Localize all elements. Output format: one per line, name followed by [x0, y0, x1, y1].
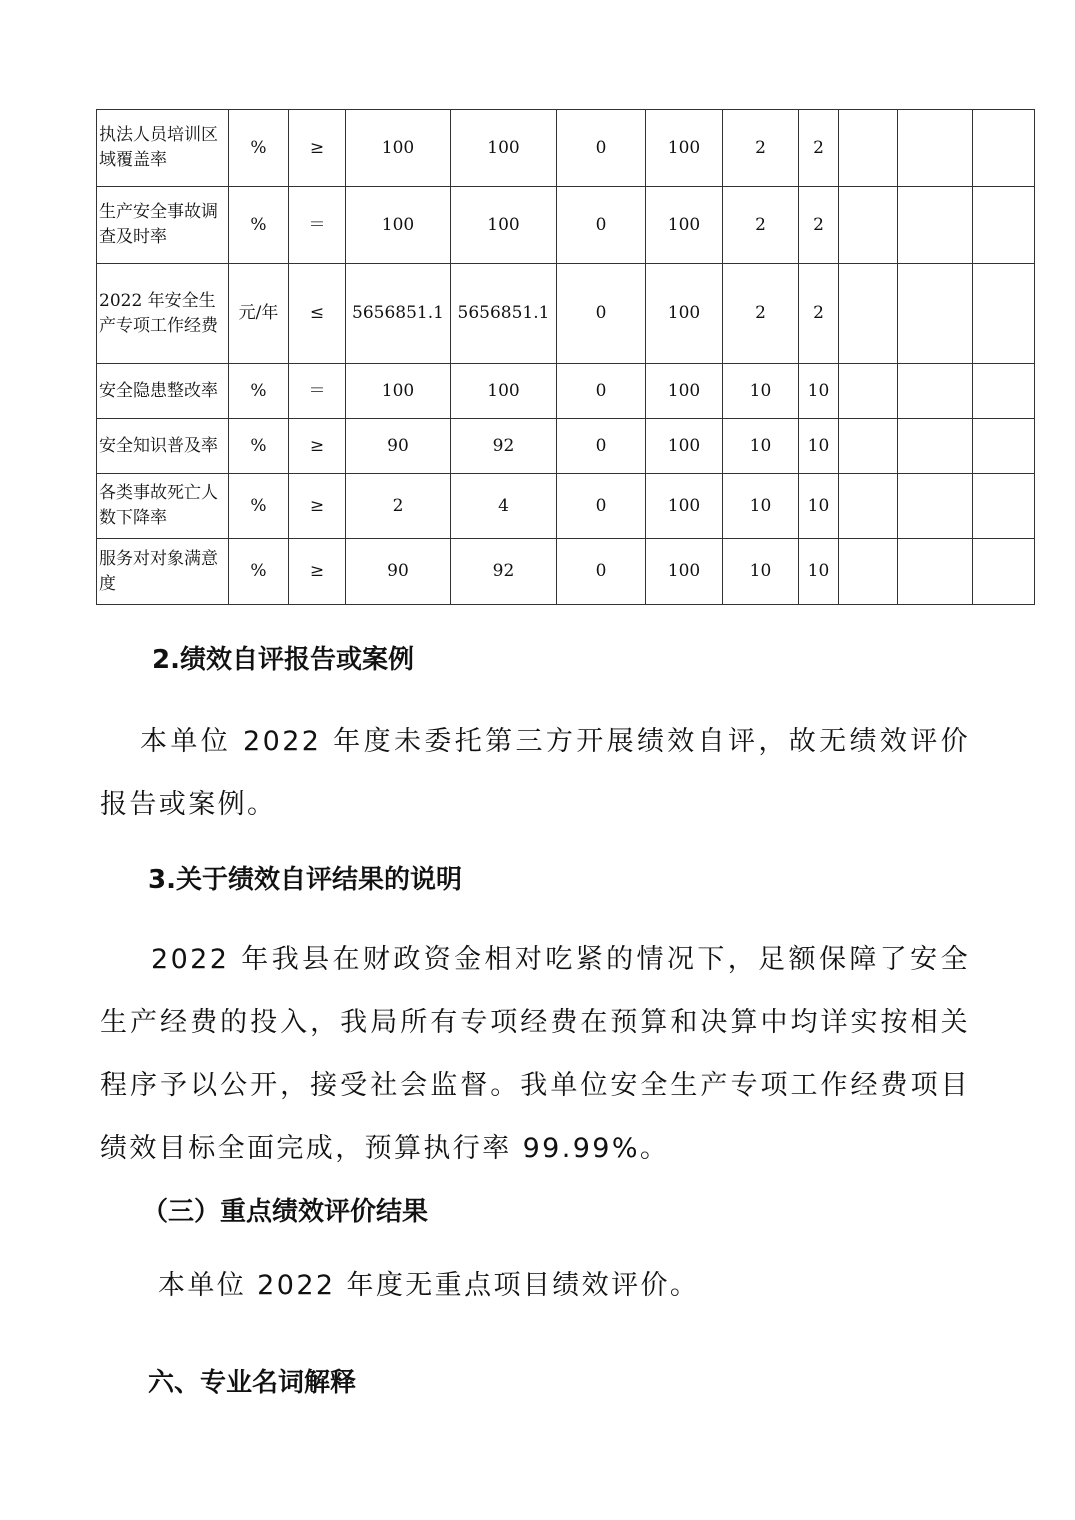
completion-rate-cell: 100 [646, 474, 723, 539]
operator-cell: ＝ [289, 187, 346, 264]
deviation-cell: 0 [557, 187, 646, 264]
operator-cell: ≥ [289, 110, 346, 187]
score-cell: 2 [799, 187, 839, 264]
empty-cell [973, 187, 1035, 264]
indicator-name-cell: 执法人员培训区域覆盖率 [97, 110, 229, 187]
target-value-cell: 2 [346, 474, 451, 539]
indicator-name-cell: 安全隐患整改率 [97, 364, 229, 419]
key-evaluation-heading: （三）重点绩效评价结果 [142, 1197, 429, 1227]
target-value-cell: 90 [346, 419, 451, 474]
section-2-paragraph: 本单位 2022 年度未委托第三方开展绩效自评，故无绩效评价报告或案例。 [100, 726, 970, 820]
empty-cell [973, 539, 1035, 605]
weight-cell: 10 [723, 539, 799, 605]
actual-value-cell: 5656851.1 [451, 264, 557, 364]
actual-value-cell: 100 [451, 364, 557, 419]
operator-cell: ≤ [289, 264, 346, 364]
operator-cell: ≥ [289, 539, 346, 605]
actual-value-cell: 92 [451, 419, 557, 474]
empty-cell [839, 539, 898, 605]
table-row [97, 364, 1035, 419]
section-6-heading: 六、专业名词解释 [148, 1368, 357, 1398]
empty-cell [973, 474, 1035, 539]
empty-cell [898, 539, 973, 605]
table-row [97, 474, 1035, 539]
empty-cell [973, 364, 1035, 419]
score-cell: 10 [799, 364, 839, 419]
actual-value-cell: 92 [451, 539, 557, 605]
weight-cell: 10 [723, 364, 799, 419]
section-3-heading: 3.关于绩效自评结果的说明 [148, 865, 462, 895]
empty-cell [839, 187, 898, 264]
score-cell: 2 [799, 264, 839, 364]
unit-cell: % [229, 187, 289, 264]
indicator-name-cell: 服务对对象满意度 [97, 539, 229, 605]
target-value-cell: 5656851.1 [346, 264, 451, 364]
indicator-name-cell: 2022 年安全生产专项工作经费 [97, 264, 229, 364]
unit-cell: 元/年 [229, 264, 289, 364]
table-row [97, 539, 1035, 605]
indicator-name-cell: 各类事故死亡人数下降率 [97, 474, 229, 539]
empty-cell [898, 110, 973, 187]
actual-value-cell: 100 [451, 187, 557, 264]
completion-rate-cell: 100 [646, 364, 723, 419]
empty-cell [898, 474, 973, 539]
section-3-paragraph: 2022 年我县在财政资金相对吃紧的情况下，足额保障了安全生产经费的投入，我局所有专项经费在预算和决算中均详实按相关程序予以公开，接受社会监督。我单位安全生产专项工作经费项目绩效目标全面完成，预算执行率 99.99%。 [100, 944, 970, 1164]
unit-cell: % [229, 364, 289, 419]
actual-value-cell: 4 [451, 474, 557, 539]
target-value-cell: 100 [346, 110, 451, 187]
unit-cell: % [229, 539, 289, 605]
weight-cell: 2 [723, 264, 799, 364]
completion-rate-cell: 100 [646, 187, 723, 264]
completion-rate-cell: 100 [646, 419, 723, 474]
operator-cell: ≥ [289, 419, 346, 474]
score-cell: 2 [799, 110, 839, 187]
unit-cell: % [229, 419, 289, 474]
deviation-cell: 0 [557, 110, 646, 187]
completion-rate-cell: 100 [646, 539, 723, 605]
weight-cell: 2 [723, 110, 799, 187]
score-cell: 10 [799, 474, 839, 539]
score-cell: 10 [799, 539, 839, 605]
empty-cell [973, 264, 1035, 364]
deviation-cell: 0 [557, 264, 646, 364]
target-value-cell: 100 [346, 364, 451, 419]
empty-cell [973, 419, 1035, 474]
table-row [97, 264, 1035, 364]
completion-rate-cell: 100 [646, 110, 723, 187]
completion-rate-cell: 100 [646, 264, 723, 364]
empty-cell [898, 187, 973, 264]
empty-cell [839, 110, 898, 187]
empty-cell [898, 264, 973, 364]
weight-cell: 10 [723, 474, 799, 539]
weight-cell: 2 [723, 187, 799, 264]
deviation-cell: 0 [557, 474, 646, 539]
table-row [97, 187, 1035, 264]
unit-cell: % [229, 474, 289, 539]
score-cell: 10 [799, 419, 839, 474]
section-2-heading: 2.绩效自评报告或案例 [152, 645, 414, 675]
deviation-cell: 0 [557, 539, 646, 605]
unit-cell: % [229, 110, 289, 187]
weight-cell: 10 [723, 419, 799, 474]
table-row [97, 110, 1035, 187]
operator-cell: ≥ [289, 474, 346, 539]
table-row [97, 419, 1035, 474]
performance-indicator-table [96, 109, 1035, 605]
empty-cell [839, 264, 898, 364]
deviation-cell: 0 [557, 364, 646, 419]
target-value-cell: 90 [346, 539, 451, 605]
target-value-cell: 100 [346, 187, 451, 264]
key-evaluation-paragraph: 本单位 2022 年度无重点项目绩效评价。 [158, 1270, 700, 1301]
empty-cell [839, 419, 898, 474]
actual-value-cell: 100 [451, 110, 557, 187]
indicator-name-cell: 生产安全事故调查及时率 [97, 187, 229, 264]
deviation-cell: 0 [557, 419, 646, 474]
empty-cell [898, 364, 973, 419]
empty-cell [839, 474, 898, 539]
empty-cell [839, 364, 898, 419]
operator-cell: ＝ [289, 364, 346, 419]
empty-cell [898, 419, 973, 474]
indicator-name-cell: 安全知识普及率 [97, 419, 229, 474]
empty-cell [973, 110, 1035, 187]
